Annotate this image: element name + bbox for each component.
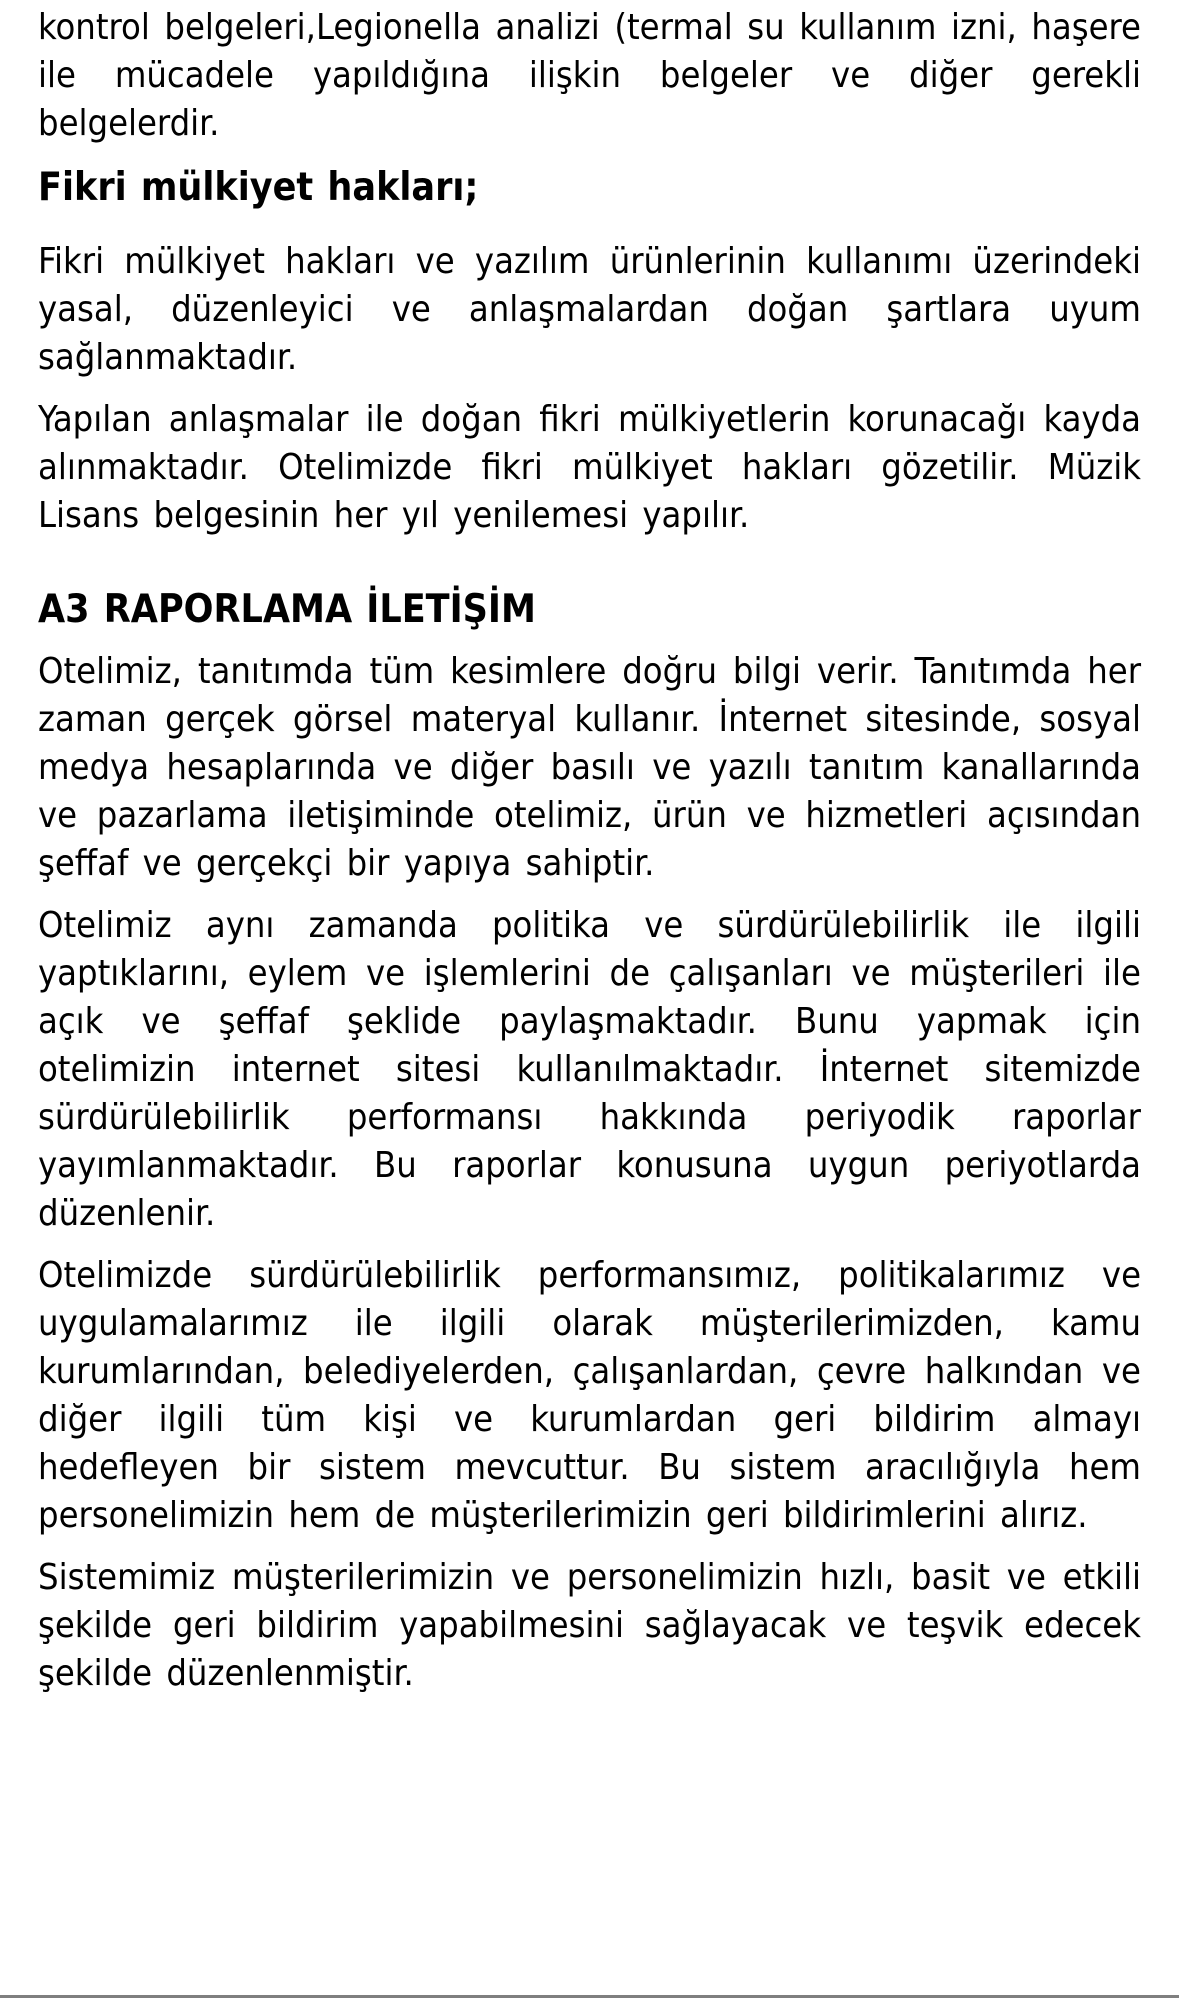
paragraph-raporlama-seffaflik-internet-sitesi: Otelimiz aynı zamanda politika ve sürdürülebilirlik ile ilgili yaptıklarını, eylem ve işlemlerini de çalışanları ve müşterileri ile açık ve şeffaf şeklide paylaşmaktadır. Bunu yapmak için otelimizin internet sitesi kullanılmaktadır. İnternet sitemizde sürdürülebilirlik performansı hakkında periyodik raporlar yayımlanmaktadır. Bu raporlar konusuna uygun periyotlarda düzenlenir.: [38, 905, 1141, 1234]
paragraph-raporlama-sistem-duzenleme: Sistemimiz müşterilerimizin ve personelimizin hızlı, basit ve etkili şekilde geri bildirim yapabilmesini sağlayacak ve teşvik edecek şekilde düzenlenmiştir.: [38, 1557, 1141, 1694]
paragraph-continuation-kontrol-belgeleri: kontrol belgeleri,Legionella analizi (termal su kullanım izni, haşere ile mücadele yapıldığına ilişkin belgeler ve diğer gerekli belgelerdir.: [38, 7, 1141, 144]
heading-a3-raporlama-iletisim: A3 RAPORLAMA İLETİŞİM: [38, 587, 536, 632]
page-bottom-divider: [0, 1995, 1179, 1998]
paragraph-raporlama-tanitim: Otelimiz, tanıtımda tüm kesimlere doğru bilgi verir. Tanıtımda her zaman gerçek görsel materyal kullanır. İnternet sitesinde, sosyal medya hesaplarında ve diğer basılı ve yazılı tanıtım kanallarında ve pazarlama iletişiminde otelimiz, ürün ve hizmetleri açısından şeffaf ve gerçekçi bir yapıya sahiptir.: [38, 651, 1141, 884]
paragraph-fikri-mulkiyet-muzik-lisans: Yapılan anlaşmalar ile doğan fikri mülkiyetlerin korunacağı kayda alınmaktadır. Otelimizde fikri mülkiyet hakları gözetilir. Müzik Lisans belgesinin her yıl yenilemesi yapılır.: [38, 399, 1141, 536]
heading-fikri-mulkiyet-haklari: Fikri mülkiyet hakları;: [38, 165, 479, 210]
paragraph-fikri-mulkiyet-uyum: Fikri mülkiyet hakları ve yazılım ürünlerinin kullanımı üzerindeki yasal, düzenleyici ve anlaşmalardan doğan şartlara uyum sağlanmaktadır.: [38, 241, 1141, 378]
paragraph-raporlama-geri-bildirim-sistemi: Otelimizde sürdürülebilirlik performansımız, politikalarımız ve uygulamalarımız ile ilgili olarak müşterilerimizden, kamu kurumlarından, belediyelerden, çalışanlardan, çevre halkından ve diğer ilgili tüm kişi ve kurumlardan geri bildirim almayı hedefleyen bir sistem mevcuttur. Bu sistem aracılığıyla hem personelimizin hem de müşterilerimizin geri bildirimlerini alırız.: [38, 1255, 1141, 1536]
